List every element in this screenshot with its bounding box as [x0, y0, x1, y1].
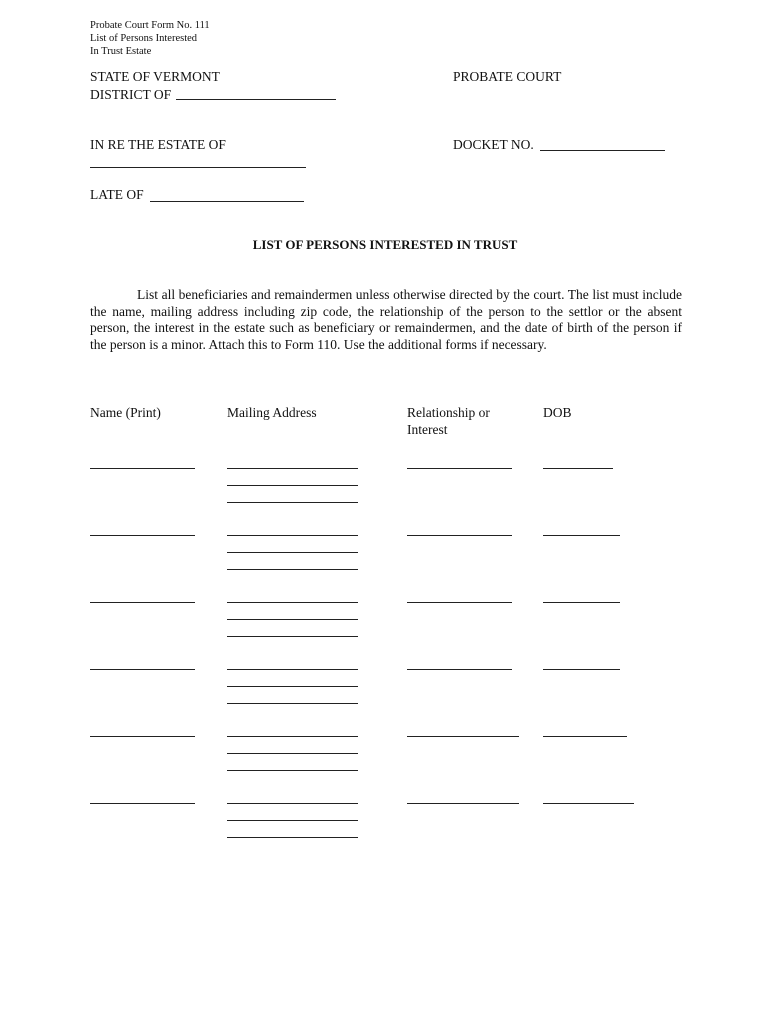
- address-field-line-1[interactable]: [227, 803, 358, 804]
- form-title: LIST OF PERSONS INTERESTED IN TRUST: [252, 237, 518, 252]
- column-relationship: Relationship or: [407, 405, 490, 420]
- state-label: STATE OF VERMONT: [90, 69, 220, 84]
- name-field[interactable]: [90, 669, 195, 670]
- address-field-line-2[interactable]: [227, 619, 358, 620]
- relationship-field[interactable]: [407, 602, 512, 603]
- dob-field[interactable]: [543, 803, 634, 804]
- relationship-field[interactable]: [407, 468, 512, 469]
- name-field[interactable]: [90, 468, 195, 469]
- estate-name-field[interactable]: [90, 167, 306, 168]
- address-field-line-3[interactable]: [227, 636, 358, 637]
- dob-field[interactable]: [543, 468, 613, 469]
- name-field[interactable]: [90, 535, 195, 536]
- column-address: Mailing Address: [227, 405, 317, 420]
- address-field-line-2[interactable]: [227, 820, 358, 821]
- address-field-line-1[interactable]: [227, 535, 358, 536]
- form-name: List of Persons Interested: [90, 33, 198, 44]
- court-label: PROBATE COURT: [453, 69, 562, 84]
- address-field-line-3[interactable]: [227, 837, 358, 838]
- address-field-line-3[interactable]: [227, 569, 358, 570]
- address-field-line-2[interactable]: [227, 753, 358, 754]
- name-field[interactable]: [90, 803, 195, 804]
- address-field-line-1[interactable]: [227, 669, 358, 670]
- address-field-line-2[interactable]: [227, 552, 358, 553]
- address-field-line-1[interactable]: [227, 736, 358, 737]
- dob-field[interactable]: [543, 736, 627, 737]
- address-field-line-3[interactable]: [227, 770, 358, 771]
- column-relationship-cont: Interest: [407, 422, 448, 437]
- relationship-field[interactable]: [407, 535, 512, 536]
- address-field-line-3[interactable]: [227, 502, 358, 503]
- name-field[interactable]: [90, 736, 195, 737]
- district-label: DISTRICT OF: [90, 87, 172, 102]
- late-of-label: LATE OF: [90, 187, 144, 202]
- address-field-line-3[interactable]: [227, 703, 358, 704]
- name-field[interactable]: [90, 602, 195, 603]
- column-name: Name (Print): [90, 405, 161, 420]
- address-field-line-2[interactable]: [227, 686, 358, 687]
- address-field-line-1[interactable]: [227, 602, 358, 603]
- dob-field[interactable]: [543, 602, 620, 603]
- dob-field[interactable]: [543, 535, 620, 536]
- form-subtitle: In Trust Estate: [90, 46, 152, 57]
- dob-field[interactable]: [543, 669, 620, 670]
- relationship-field[interactable]: [407, 669, 512, 670]
- address-field-line-2[interactable]: [227, 485, 358, 486]
- relationship-field[interactable]: [407, 803, 519, 804]
- column-dob: DOB: [543, 405, 572, 420]
- late-of-field[interactable]: [150, 201, 304, 202]
- address-field-line-1[interactable]: [227, 468, 358, 469]
- district-field[interactable]: [176, 99, 336, 100]
- docket-label: DOCKET NO.: [453, 137, 534, 152]
- form-number: Probate Court Form No. 111: [90, 20, 210, 31]
- estate-label: IN RE THE ESTATE OF: [90, 137, 226, 152]
- docket-field[interactable]: [540, 150, 665, 151]
- instructions-paragraph: List all beneficiaries and remaindermen unless otherwise directed by the court. The list must include the name, mailing address including zip code, the relationship of the person to the settlor or the absent person, the interest in the estate such as beneficiary or remaindermen, and the date of birth of the person if the person is a minor. Attach this to Form 110. Use the additional forms if necessary.: [90, 287, 682, 352]
- relationship-field[interactable]: [407, 736, 519, 737]
